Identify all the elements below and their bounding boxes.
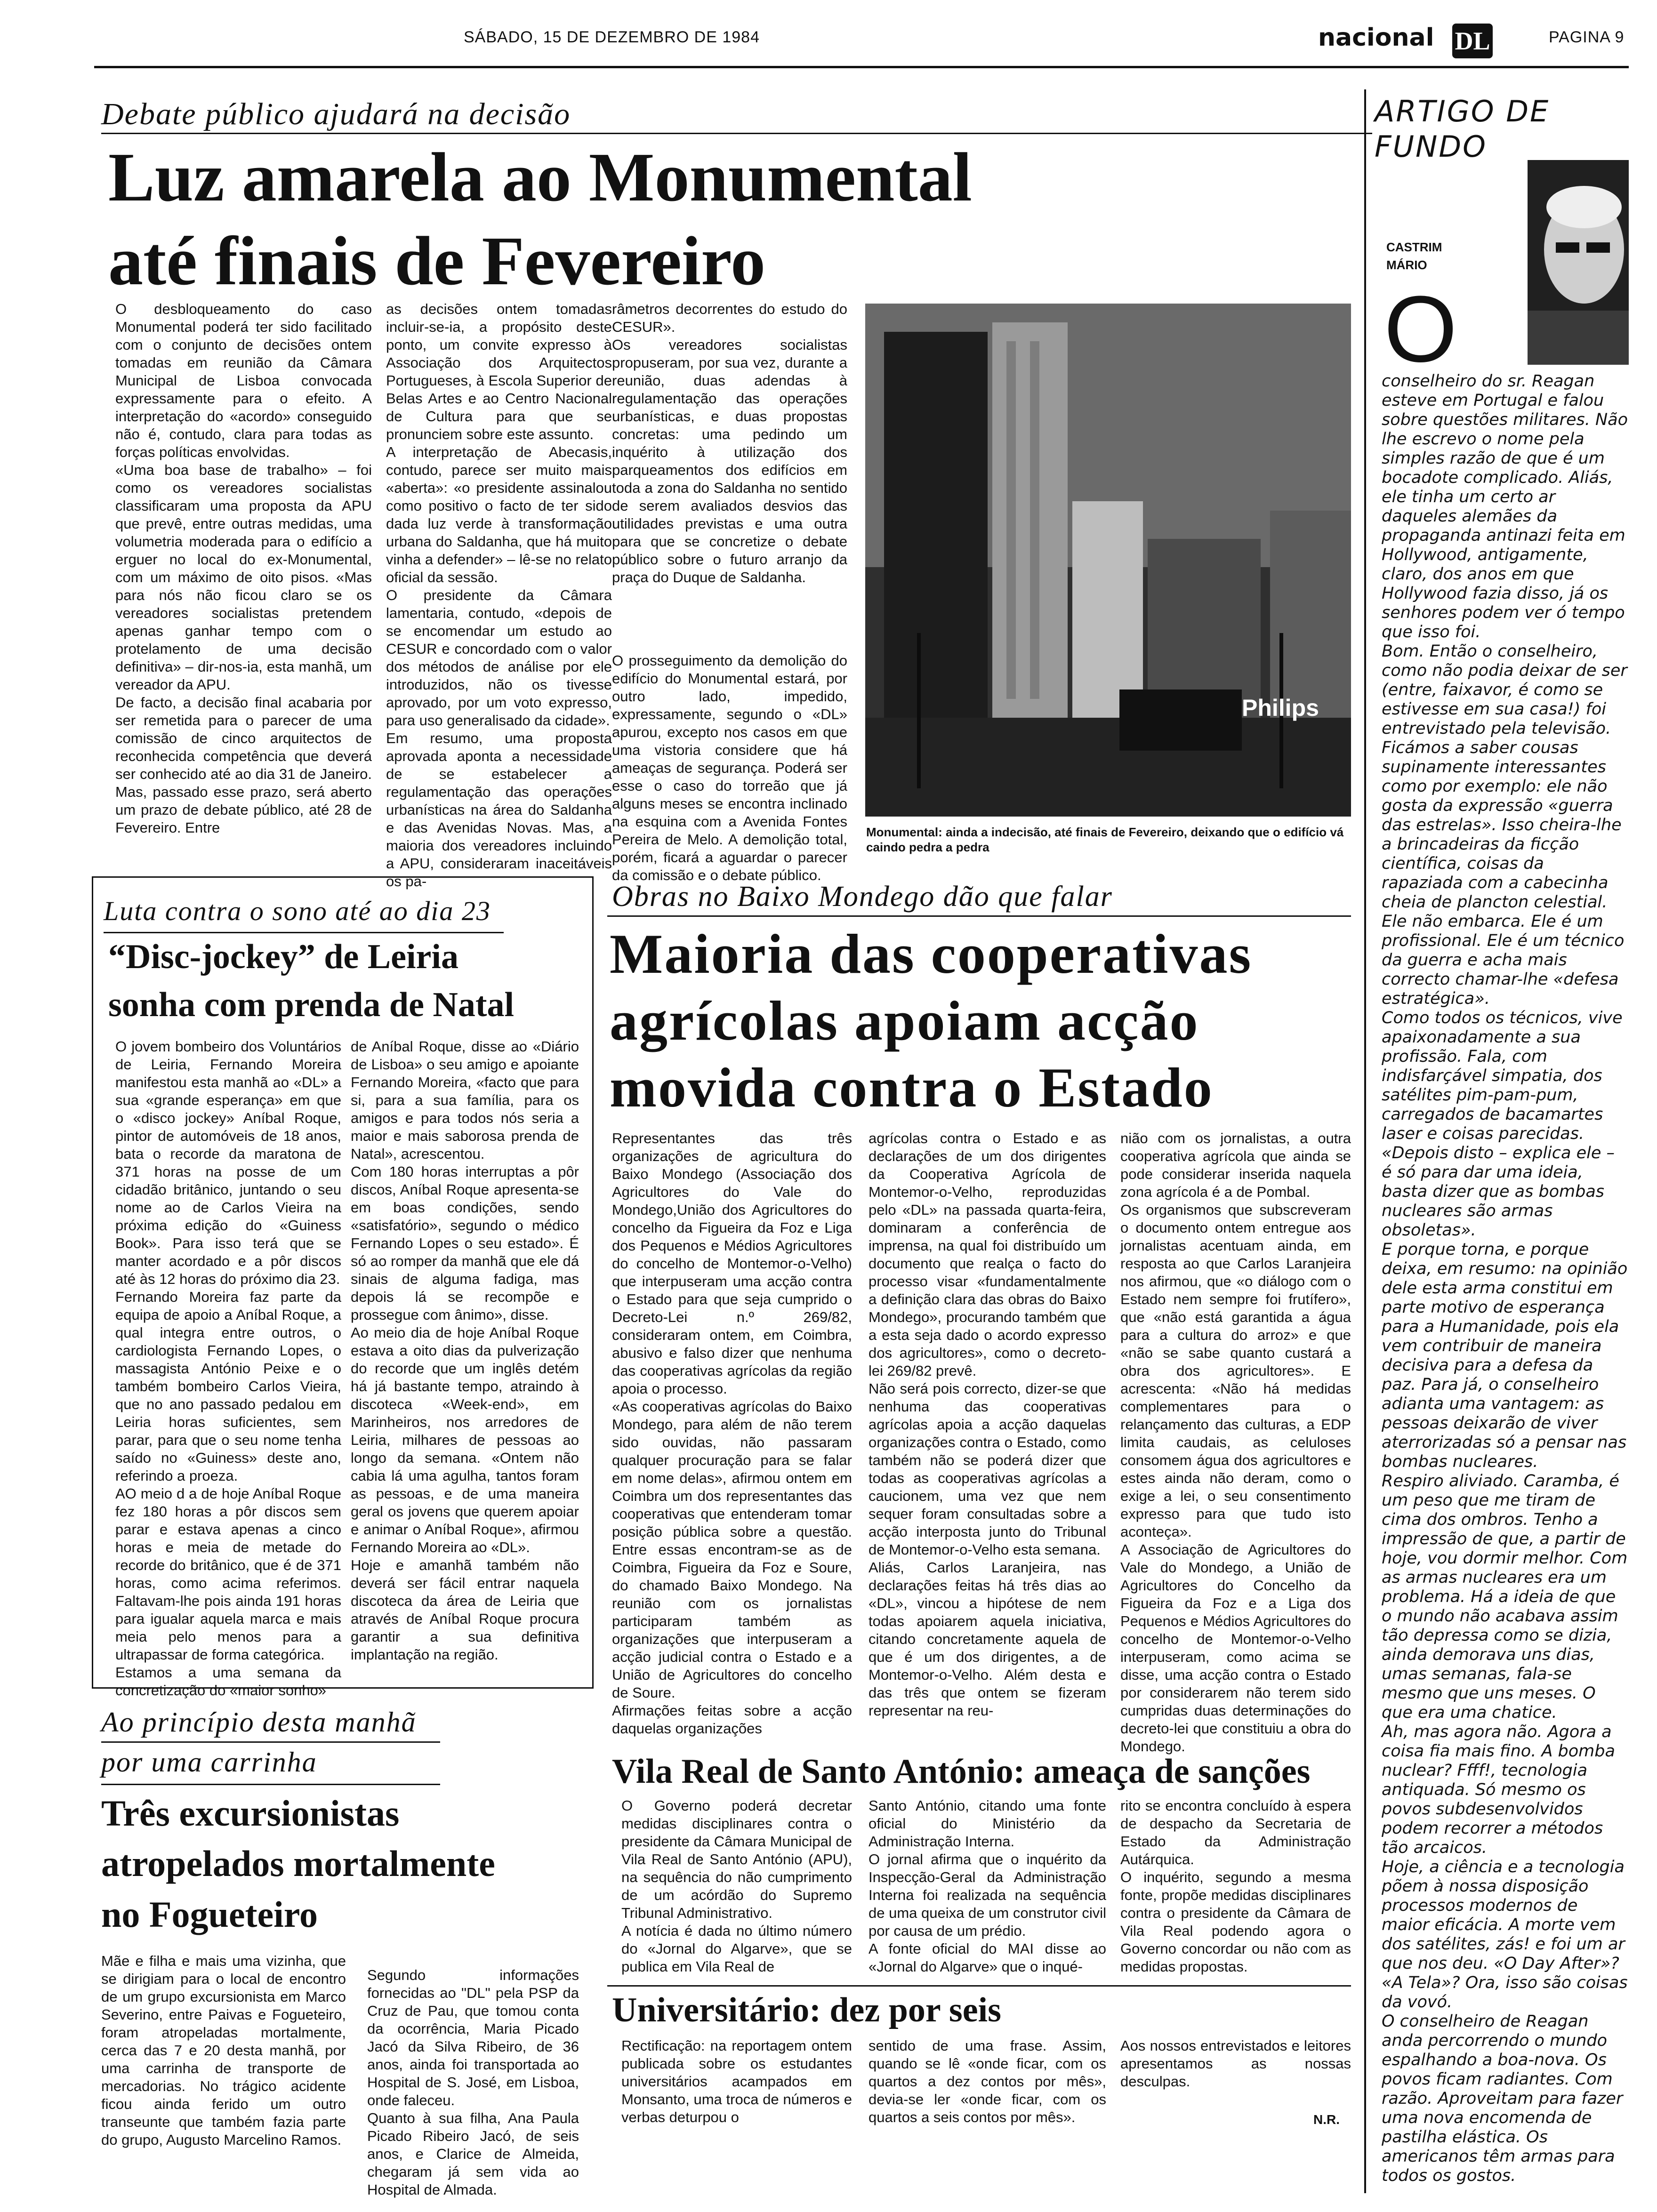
vilareal-column-1: O Governo poderá decretar medidas disciplinares contra o presidente da Câmara Municipal de Vila Real de Santo António (APU), na sequência do não cumprimento de um acórdão do Supremo Tribunal Administrativo. A notícia é dada no último número do «Jornal do Algarve», que se publica em Vila Real de [621, 1797, 852, 1975]
vilareal-column-3: rito se encontra concluído à espera de despacho da Secretaria de Estado da Administração Autárquica. O inquérito, segundo a mesma fonte, propõe medidas disciplinares contra o presidente da Câmara de Vila Real podendo agora o Governo concordar ou não com as medidas propostas. [1120, 1797, 1351, 1975]
universitario-headline: Universitário: dez por seis [612, 1991, 1001, 2029]
section-name: nacional [1318, 24, 1434, 52]
monumental-photo-caption: Monumental: ainda a indecisão, até finais de Fevereiro, deixando que o edifício vá caindo pedra a pedra [866, 825, 1344, 854]
mondego-column-3: nião com os jornalistas, a outra cooperativa agrícola que ainda se pode considerar inserida naquela zona agrícola é a de Pombal. Os organismos que subscreveram o documento ontem entregue aos jornalistas acentuam ainda, em resposta ao que Carlos Laranjeira nos afirmou, que «o diálogo com o Estado nem sempre foi frutífero», que «não está garantida a água para a cultura do arroz» e que «não se sabe quanto custará a obra dos agricultores». E acrescenta: «Não há medidas complementares para o relançamento das culturas, a EDP limita caudais, as celuloses consomem água dos agricultores e estes ainda não deram, como o exige a lei, o seu consentimento expresso para que tudo isto aconteça». A Associação de Agricultores do Vale do Mondego, a União de Agricultores do Concelho da Figueira da Foz e a Liga dos Pequenos e Médios Agricultores do concelho de Montemor-o-Velho interpuseram, como acima se disse, uma acção contra o Estado por considerarem não terem sido cumpridas duas determinações do decreto-lei que constituiu a obra do Mondego. [1120, 1130, 1351, 1755]
lead-column-3b: O prosseguimento da demolição do edifício do Monumental estará, por outro lado, impedido, expressamente, segundo o «DL» apurou, excepto nos casos em que uma vistoria considere que há ameaças de segurança. Poderá ser esse o caso do torreão que já alguns meses se encontra inclinado na esquina com a Avenida Fontes Pereira de Melo. A demolição total, porém, ficará a aguardar o parecer da comissão e o debate público. [612, 652, 847, 883]
lead-headline-line-1: Luz amarela ao Monumental [108, 139, 972, 216]
mondego-headline-line-2: agrícolas apoiam acção [610, 989, 1199, 1052]
leiria-headline-line-1: “Disc-jockey” de Leiria [108, 938, 458, 976]
mondego-kicker: Obras no Baixo Mondego dão que falar [612, 881, 1113, 913]
leiria-column-2: de Aníbal Roque, disse ao «Diário de Lisboa» o seu amigo e apoiante Fernando Moreira, «facto que para si, para a sua família, para os amigos e para todos nós seria a maior e mais saborosa prenda de Natal», acrescentou. Com 180 horas interruptas a pôr discos, Aníbal Roque apresenta-se em boas condições, sendo «satisfatório», segundo o médico Fernando Lopes o seu estado». É só ao romper da manhã que ele dá sinais de alguma fadiga, mas depois lá se recompõe e prossegue com ânimo», disse. Ao meio dia de hoje Aníbal Roque estava a oito dias da pulverização do recorde que um inglês detém há já bastante tempo, atraindo à discoteca «Week-end», em Marinheiros, nos arredores de Leiria, milhares de pessoas ao longo da semana. «Ontem não cabia lá uma agulha, tantos foram as pessoas, e de uma maneira geral os jovens que querem apoiar e animar o Aníbal Roque», afirmou Fernando Moreira ao «DL». Hoje e amanhã também não deverá ser fácil entrar naquela discoteca da área de Leiria que através de Aníbal Roque procura garantir a sua definitiva implantação na região. [351, 1038, 579, 1663]
fogueteiro-kicker-line-1: Ao princípio desta manhã [101, 1707, 417, 1738]
mondego-column-2: agrícolas contra o Estado e as declarações de um dos dirigentes da Cooperativa Agrícola de Montemor-o-Velho, reproduzidas pelo «DL» na passada quarta-feira, dominaram a conferência de imprensa, na qual foi distribuído um documento que realça o facto do processo visar «fundamentalmente a definição clara das obras do Baixo Mondego», procurando também que a esta seja dado o acordo expresso dos agricultores», como o decreto-lei 269/82 prevê. Não será pois correcto, dizer-se que nenhuma das cooperativas agrícolas apoia a acção daquelas organizações contra o Estado, como também não se poderá dizer que todas as cooperativas agrícolas a caucionem, uma vez que nem sequer foram consultadas sobre a acção interposta junto do Tribunal de Montemor-o-Velho esta semana. Aliás, Carlos Laranjeira, nas declarações feitas há três dias ao «DL», vincou a hipótese de nem todas apoiarem aquela iniciativa, citando concretamente aquela de que é um dos dirigentes, a de Montemor-o-Velho. Além desta e das três que ontem se fizeram representar na reu- [869, 1130, 1106, 1719]
vilareal-headline: Vila Real de Santo António: ameaça de sanções [612, 1752, 1311, 1791]
lead-kicker: Debate público ajudará na decisão [101, 97, 571, 131]
fogueteiro-headline-line-3: no Fogueteiro [101, 1894, 318, 1935]
lead-column-1: O desbloqueamento do caso Monumental poderá ter sido facilitado com o conjunto de decisões ontem tomadas em reunião da Câmara Municipal de Lisboa convocada expressamente para o efeito. A interpretação do «acordo» conseguido não é, contudo, clara para todas as forças políticas envolvidas. «Uma boa base de trabalho» – foi como os vereadores socialistas classificaram uma proposta da APU que prevê, entre outras medidas, uma volumetria moderada para o edifício a erguer no local do ex-Monumental, com um máximo de oito pisos. «Mas para nós não ficou claro se os vereadores socialistas pretendem apenas ganhar tempo com o protelamento de uma decisão definitiva» – dir-nos-ia, esta manhã, um vereador da APU. De facto, a decisão final acabaria por ser remetida para o parecer de uma comissão de cinco arquitectos de reconhecida competência que deverá ser conhecido até ao dia 31 de Janeiro. Mas, passado esse prazo, será aberto um prazo de debate público, até 28 de Fevereiro. Entre [115, 301, 372, 836]
mondego-column-1: Representantes das três organizações de agricultura do Baixo Mondego (Associação dos Agricultores do Vale do Mondego,União dos Agricultores do concelho da Figueira da Foz e Liga dos Pequenos e Médios Agricultores do concelho de Montemor-o-Velho) que interpuseram uma acção contra o Estado para que seja cumprido o Decreto-Lei n.º 269/82, consideraram ontem, em Coimbra, abusivo e falso dizer que nenhuma das cooperativas agrícolas da região apoia o processo. «As cooperativas agrícolas do Baixo Mondego, para além de não terem sido ouvidas, não passaram qualquer procuração para se falar em nome delas», afirmou ontem em Coimbra um dos representantes das cooperativas que entenderam tomar posição pública sobre a questão. Entre essas encontram-se as de Coimbra, Figueira da Foz e Soure, do chamado Baixo Mondego. Na reunião com os jornalistas participaram também as organizações que interpuseram a acção judicial contra o Estado e a União de Agricultores do concelho de Soure. Afirmações feitas sobre a acção daquelas organizações [612, 1130, 852, 1737]
fogueteiro-headline-line-1: Três excursionistas [101, 1793, 400, 1834]
leiria-column-1: O jovem bombeiro dos Voluntários de Leiria, Fernando Moreira manifestou esta manhã ao «DL» a sua «grande esperança» em que o «disco jockey» Aníbal Roque, pintor de automóveis de 18 anos, bata o recorde da maratona de 371 horas na posse de um cidadão britânico, juntando o seu nome ao de Carlos Vieira na próxima edição do «Guiness Book». Para isso terá que se manter acordado e a pôr discos até às 12 horas do próximo dia 23. Fernando Moreira faz parte da equipa de apoio a Aníbal Roque, a qual integra entre outros, o cardiologista Fernando Lopes, o massagista António Peixe e o também bombeiro Carlos Vieira, que no ano passado pedalou em Leiria horas suficientes, sem parar, para que o seu nome tenha saído no «Guiness» deste ano, referindo a proeza. AO meio d a de hoje Aníbal Roque fez 180 horas a pôr discos sem parar e estava apenas a cinco horas e meia de metade do recorde do britânico, que é de 371 horas, como acima referimos. Faltavam-lhe pois ainda 191 horas para igualar aquela marca e mais meia pelo menos para a ultrapassar de forma categórica. Estamos a uma semana da concretização do «maior sonho» [115, 1038, 341, 1699]
photo-sign-philips: Philips [1242, 695, 1319, 721]
artigo-text: conselheiro do sr. Reagan esteve em Portugal e falou sobre questões militares. Não lhe escrevo o nome pela simples razão de que é um bocadote complicado. Aliás, ele tinha um certo ar daqueles alemães da propaganda antinazi feita em Hollywood, antigamente, claro, dos anos em que Hollywood fazia disso, já os senhores podem ver ó tempo que isso foi. Bom. Então o conselheiro, como não podia deixar de ser (entre, faixavor, é como se estivesse em sua casa!) foi entrevistado pela televisão. Ficámos a saber cousas supinamente interessantes como por exemplo: ele não gosta da expressão «guerra das estrelas». Isso cheira-lhe a brincadeiras da ficção científica, coisas da rapaziada com a cabecinha cheia de plancton celestial. Ele não embarca. Ele é um profissional. Ele é um técnico da guerra e acha mais correcto chamar-lhe «defesa estratégica». Como todos os técnicos, vive apaixonadamente a sua profissão. Fala, com indisfarçável simpatia, dos satélites pim-pam-pum, carregados de bacamartes laser e coisas parecidas. «Depois disto – explica ele – é só para dar uma ideia, basta dizer que as bombas nucleares são armas obsoletas». E porque torna, e porque deixa, em resumo: na opinião dele esta arma constitui em parte motivo de esperança para a Humanidade, pois ela vem contribuir de maneira decisiva para a defesa da paz. Para já, o conselheiro adianta uma vantagem: as pessoas deixarão de viver aterrorizadas só a pensar nas bombas nucleares. Respiro aliviado. Caramba, é um peso que me tiram de cima dos ombros. Tenho a impressão de que, a partir de hoje, vou dormir melhor. Com as armas nucleares era um problema. Há a ideia de que o mundo não acabava assim tão depressa como se dizia, ainda demorava uns dias, umas semanas, fala-se mesmo que uns meses. O que era uma chatice. Ah, mas agora não. Agora a coisa fia mais fino. A bomba nuclear? Ffff!, tecnologia antiquada. Só mesmo os povos subdesenvolvidos podem recorrer a métodos tão arcaicos. Hoje, a ciência e a tecnologia põem à nossa disposição processos modernos de maior eficácia. A morte vem dos satélites, zás! e foi um ar que nos deu. «O Day After»? «A Tela»? Ora, isso são coisas da vovó. O conselheiro de Reagan anda percorrendo o mundo espalhando a boa-nova. Os povos ficam radiantes. Com razão. Aproveitam para fazer uma nova encomenda de pastilha elástica. Os americanos têm armas para todos os gostos. [1382, 372, 1628, 2185]
fogueteiro-kicker-rule-1 [101, 1741, 440, 1743]
vilareal-column-2: Santo António, citando uma fonte oficial do Ministério da Administração Interna. O jornal afirma que o inquérito da Inspecção-Geral da Administração Interna foi realizada na sequência de uma queixa de um construtor civil por causa de um prédio. A fonte oficial do MAI disse ao «Jornal do Algarve» que o inqué- [869, 1797, 1106, 1975]
fogueteiro-column-1: Mãe e filha e mais uma vizinha, que se dirigiam para o local de encontro de um grupo excursionista em Marco Severino, entre Paivas e Fogueteiro, foram atropeladas mortalmente, cerca das 7 e 20 desta manhã, por uma carrinha de transporte de mercadorias. No trágico acidente ficou ainda ferido um outro transeunte que também fazia parte do grupo, Augusto Marcelino Ramos. [101, 1953, 346, 2148]
monumental-photo [865, 304, 1351, 817]
mondego-kicker-rule [607, 915, 1351, 917]
artigo-dropcap: O [1384, 277, 1457, 382]
mondego-headline-line-3: movida contra o Estado [610, 1056, 1214, 1119]
universitario-top-rule [607, 1985, 1351, 1987]
leiria-kicker: Luta contra o sono até ao dia 23 [104, 896, 491, 926]
universitario-column-3: Aos nossos entrevistados e leitores apresentamos as nossas desculpas. [1120, 2037, 1351, 2090]
fogueteiro-headline-line-2: atropelados mortalmente [101, 1843, 495, 1884]
artigo-left-rule [1364, 89, 1366, 2193]
lead-kicker-rule [101, 133, 1372, 134]
universitario-column-1: Rectificação: na reportagem ontem publicada sobre os estudantes universitários acampados em Monsanto, uma troca de números e verbas deturpou o [621, 2037, 852, 2125]
author-portrait [1528, 160, 1629, 365]
leiria-headline-line-2: sonha com prenda de Natal [108, 986, 515, 1024]
universitario-signature: N.R. [1313, 2112, 1340, 2127]
fogueteiro-kicker-rule-2 [101, 1784, 440, 1785]
author-name-line-1: CASTRIM [1386, 240, 1442, 254]
lead-headline-line-2: até finais de Fevereiro [108, 223, 766, 300]
universitario-column-2: sentido de uma frase. Assim, quando se lê «onde ficar, com os quartos a dez contos por mês», devia-se ler «onde ficar, com os quartos a seis contos por mês». [869, 2037, 1106, 2125]
page-number: PAGINA 9 [1549, 28, 1625, 46]
lead-column-3a: râmetros decorrentes do estudo do CESUR». Os vereadores socialistas propuseram, por sua vez, durante a reunião, duas adendas à regulamentação das operações urbanísticas, e duas propostas concretas: uma pedindo um inquérito à utilização dos parqueamentos dos edifícios em toda a zona do Saldanha no sentido de serem avaliados desvios das utilidades previstas e uma outra para que se concretize o debate público sobre o futuro arranjo da praça do Duque de Saldanha. [612, 301, 847, 585]
monumental-photo-art [865, 304, 1351, 817]
leiria-kicker-rule [104, 932, 504, 933]
dl-logo-icon: DL [1452, 24, 1493, 58]
author-portrait-art [1528, 160, 1629, 365]
lead-column-2: as decisões ontem tomadas incluir-se-ia, a propósito deste ponto, um convite expresso à Associação dos Arquitectos Portugueses, à Escola Superior de Belas Artes e ao Centro Nacional de Cultura para que se pronunciem sobre este assunto. A interpretação de Abecasis, contudo, parece ser muito mais «aberta»: «o presidente assinalou como positivo o facto de ter sido dada luz verde à transformação urbana do Saldanha, que há muito vinha a defender» – lê-se no relato oficial da sessão. O presidente da Câmara lamentaria, contudo, «depois de se encomendar um estudo ao CESUR e concordado com o valor dos métodos de análise por ele introduzidos, não os tivesse aprovado, por um voto expresso, para uso generalisado da cidade». Em resumo, uma proposta aprovada aponta a necessidade de se estabelecer a regulamentação das operações urbanísticas na área do Saldanha e das Avenidas Novas. Mas, a maioria dos vereadores incluindo a APU, consideraram inaceitáveis os pa- [386, 301, 612, 890]
fogueteiro-column-2: Segundo informações fornecidas ao "DL" pela PSP da Cruz de Pau, que tomou conta da ocorrência, Maria Picado Jacó da Silva Ribeiro, de 36 anos, ainda foi transportada ao Hospital de S. José, em Lisboa, onde faleceu. Quanto à sua filha, Ana Paula Picado Ribeiro Jacó, de seis anos, e Clarice de Almeida, chegaram já sem vida ao Hospital de Almada. [367, 1967, 579, 2198]
page-date: SÁBADO, 15 DE DEZEMBRO DE 1984 [464, 28, 760, 46]
masthead-rule [94, 66, 1629, 68]
artigo-title-line-1: ARTIGO DE [1375, 94, 1550, 128]
mondego-headline-line-1: Maioria das cooperativas [610, 922, 1253, 985]
artigo-title-line-2: FUNDO [1375, 129, 1487, 164]
author-name-line-2: MÁRIO [1386, 258, 1427, 272]
fogueteiro-kicker-line-2: por uma carrinha [101, 1747, 317, 1778]
